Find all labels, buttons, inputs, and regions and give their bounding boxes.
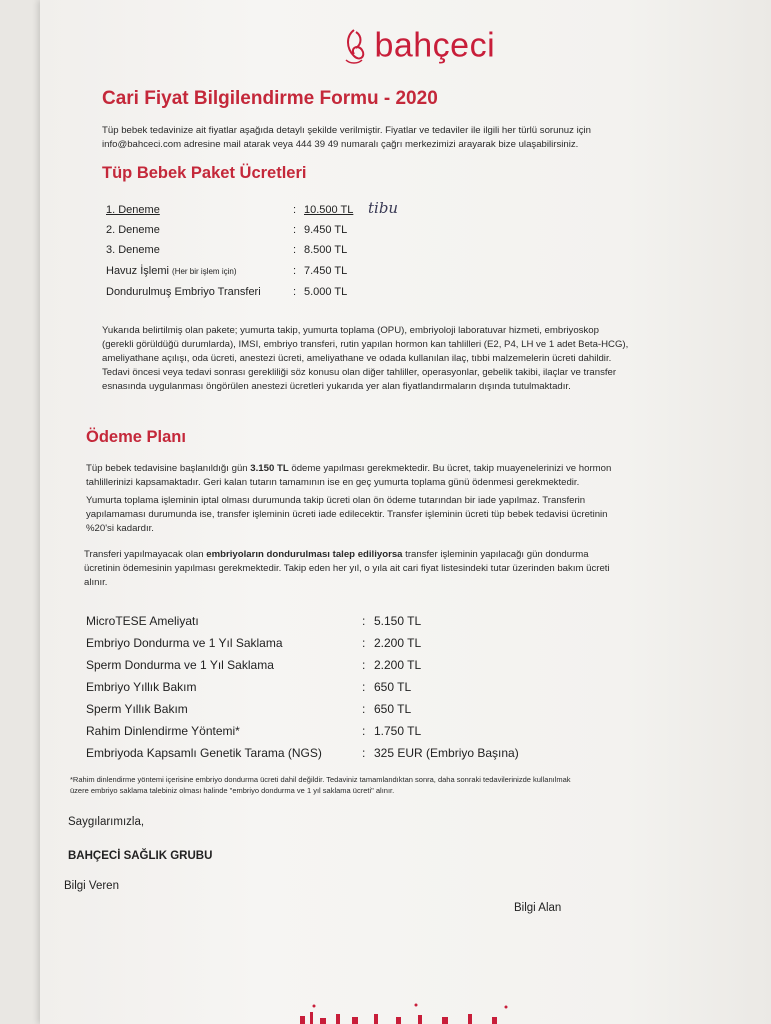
service-value: 5.150 TL	[374, 614, 422, 628]
service-row	[86, 636, 422, 650]
payment-bold-text: embriyoların dondurulması talep ediliyorsa	[206, 549, 403, 560]
bahceci-logo-mark-icon	[340, 26, 370, 66]
package-row-colon: :	[293, 244, 297, 256]
service-colon: :	[362, 614, 366, 628]
package-row-colon: :	[293, 204, 297, 216]
package-row-value: 10.500 TL	[304, 204, 354, 216]
package-row-label: 2. Deneme	[106, 224, 160, 236]
company-name: BAHÇECİ SAĞLIK GRUBU	[68, 850, 213, 862]
service-colon: :	[362, 636, 366, 650]
service-colon: :	[362, 658, 366, 672]
service-colon: :	[362, 702, 366, 716]
payment-line: Yumurta toplama işleminin iptal olması durumunda takip ücreti olan ön ödeme tutarından bir iade yapılmaz. Transferin	[86, 495, 586, 506]
service-label: MicroTESE Ameliyatı	[86, 614, 199, 628]
package-row-value: 9.450 TL	[304, 224, 348, 236]
service-row	[86, 658, 422, 672]
service-label: Embriyo Dondurma ve 1 Yıl Saklama	[86, 636, 283, 650]
payment-paragraph-2	[86, 494, 608, 536]
footnote	[70, 774, 571, 796]
package-row-value: 5.000 TL	[304, 286, 348, 298]
service-value: 2.200 TL	[374, 636, 422, 650]
service-row	[86, 702, 412, 716]
package-row-value: 7.450 TL	[304, 265, 348, 277]
package-note-line: Tedavi öncesi veya tedavi sonrası gerekliliği söz konusu olan diğer tahliller, operasyonlar, gebelik takibi, ilaçlar ve transfer	[102, 367, 617, 378]
service-row	[86, 746, 519, 760]
footnote-line: üzere embriyo saklama talebiniz olması halinde "embriyo dondurma ve 1 yıl saklama ücreti" alınır.	[70, 786, 395, 795]
payment-line: ücretinin ödemesinin yapılması gerekmektedir. Takip eden her yıl, o yıla ait cari fiyat listesindeki tutar üzerinden bakım ücreti	[84, 563, 610, 574]
service-row	[86, 724, 422, 738]
package-row-label: 3. Deneme	[106, 244, 160, 256]
payment-line: yapılamaması durumunda ise, transfer işleminin ücreti iade edilecektir. Transfer işleminin ücreti tüp bebek tedavisi ücretinin	[86, 509, 608, 520]
info-receiver-label: Bilgi Alan	[514, 902, 562, 914]
intro-line: info@bahceci.com adresine mail atarak veya 444 39 49 numaralı çağrı merkezimizi arayarak bize ulaşabilirsiniz.	[102, 139, 579, 150]
package-row-label-small: (Her bir işlem için)	[172, 267, 237, 276]
form-title: Cari Fiyat Bilgilendirme Formu - 2020	[102, 88, 438, 109]
payment-heading: Ödeme Planı	[86, 428, 186, 446]
package-row-label: 1. Deneme	[106, 204, 160, 216]
package-row-value: 8.500 TL	[304, 244, 348, 256]
package-note-line: ameliyathane açılışı, oda ücreti, anestezi ücreti, ameliyathane ve odada kullanılan ilaç, tıbbi malzemelerin ücreti dahildir.	[102, 353, 612, 364]
info-giver-label: Bilgi Veren	[64, 880, 119, 892]
decorative-footer-icon	[296, 1002, 516, 1024]
closing-regards: Saygılarımızla,	[68, 816, 145, 828]
payment-text: Transferi yapılmayacak olan	[84, 549, 207, 560]
package-note-line: (gerekli görüldüğü durumlarda), IMSI, embriyo transferi, rutin yapılan hormon kan tahlilleri (E2, P4, LH ve 1 adet Beta-HCG),	[102, 339, 629, 350]
service-colon: :	[362, 724, 366, 738]
payment-text: Tüp bebek tedavisine başlanıldığı gün	[86, 463, 251, 474]
service-value: 1.750 TL	[374, 724, 422, 738]
package-note-line: Yukarıda belirtilmiş olan pakete; yumurta takip, yumurta toplama (OPU), embriyoloji laboratuvar hizmeti, embriyoskop	[102, 325, 599, 336]
service-row	[86, 680, 412, 694]
payment-line: alınır.	[84, 577, 108, 588]
service-value: 2.200 TL	[374, 658, 422, 672]
payment-text: ödeme yapılması gerekmektedir. Bu ücret, takip muayenelerinizi ve hormon	[288, 463, 612, 474]
service-row	[86, 614, 422, 628]
handwritten-note: tibu	[368, 199, 399, 217]
package-row-colon: :	[293, 265, 297, 277]
payment-line: tahlillerinizi kapsamaktadır. Geri kalan tutarın tamamının ise en geç yumurta toplama günü ödenmesi gerekmektedir.	[86, 477, 580, 488]
service-value: 325 EUR (Embriyo Başına)	[374, 746, 519, 760]
footnote-line: *Rahim dinlendirme yöntemi içerisine embriyo dondurma ücreti dahil değildir. Tedaviniz tamamlandıktan sonra, daha sonraki tedavilerinizde kullanılmak	[70, 775, 571, 784]
service-label: Sperm Yıllık Bakım	[86, 702, 188, 716]
intro-line: Tüp bebek tedavinize ait fiyatlar aşağıda detaylı şekilde verilmiştir. Fiyatlar ve tedaviler ile ilgili her türlü sorunuz için	[102, 125, 591, 136]
brand-name: bahçeci	[374, 26, 496, 65]
service-label: Sperm Dondurma ve 1 Yıl Saklama	[86, 658, 274, 672]
service-label: Embriyo Yıllık Bakım	[86, 680, 197, 694]
service-label: Rahim Dinlendirme Yöntemi*	[86, 724, 240, 738]
payment-line	[86, 462, 611, 476]
package-heading: Tüp Bebek Paket Ücretleri	[102, 164, 307, 182]
payment-line	[84, 548, 610, 562]
package-row-colon: :	[293, 286, 297, 298]
intro-paragraph	[102, 124, 591, 152]
service-label: Embriyoda Kapsamlı Genetik Tarama (NGS)	[86, 746, 322, 760]
service-value: 650 TL	[374, 680, 412, 694]
package-note	[102, 324, 628, 394]
package-row-label-main: Havuz İşlemi	[106, 265, 169, 277]
brand-logo	[340, 26, 495, 76]
package-note-line: esnasında uygulanması öngörülen anestezi ücretleri yukarıda yer alan fiyatlandırmaların dışında tutulmaktadır.	[102, 381, 571, 392]
payment-amount: 3.150 TL	[250, 463, 289, 474]
payment-text: transfer işleminin yapılacağı gün dondurma	[402, 549, 589, 560]
package-row-label: Dondurulmuş Embriyo Transferi	[106, 286, 261, 298]
payment-paragraph-3	[84, 548, 610, 590]
document-page	[40, 0, 771, 1024]
payment-paragraph-1	[86, 462, 611, 490]
service-value: 650 TL	[374, 702, 412, 716]
service-colon: :	[362, 746, 366, 760]
payment-line: %20'si kadardır.	[86, 523, 154, 534]
package-row-label	[106, 265, 236, 277]
package-row-colon: :	[293, 224, 297, 236]
service-colon: :	[362, 680, 366, 694]
